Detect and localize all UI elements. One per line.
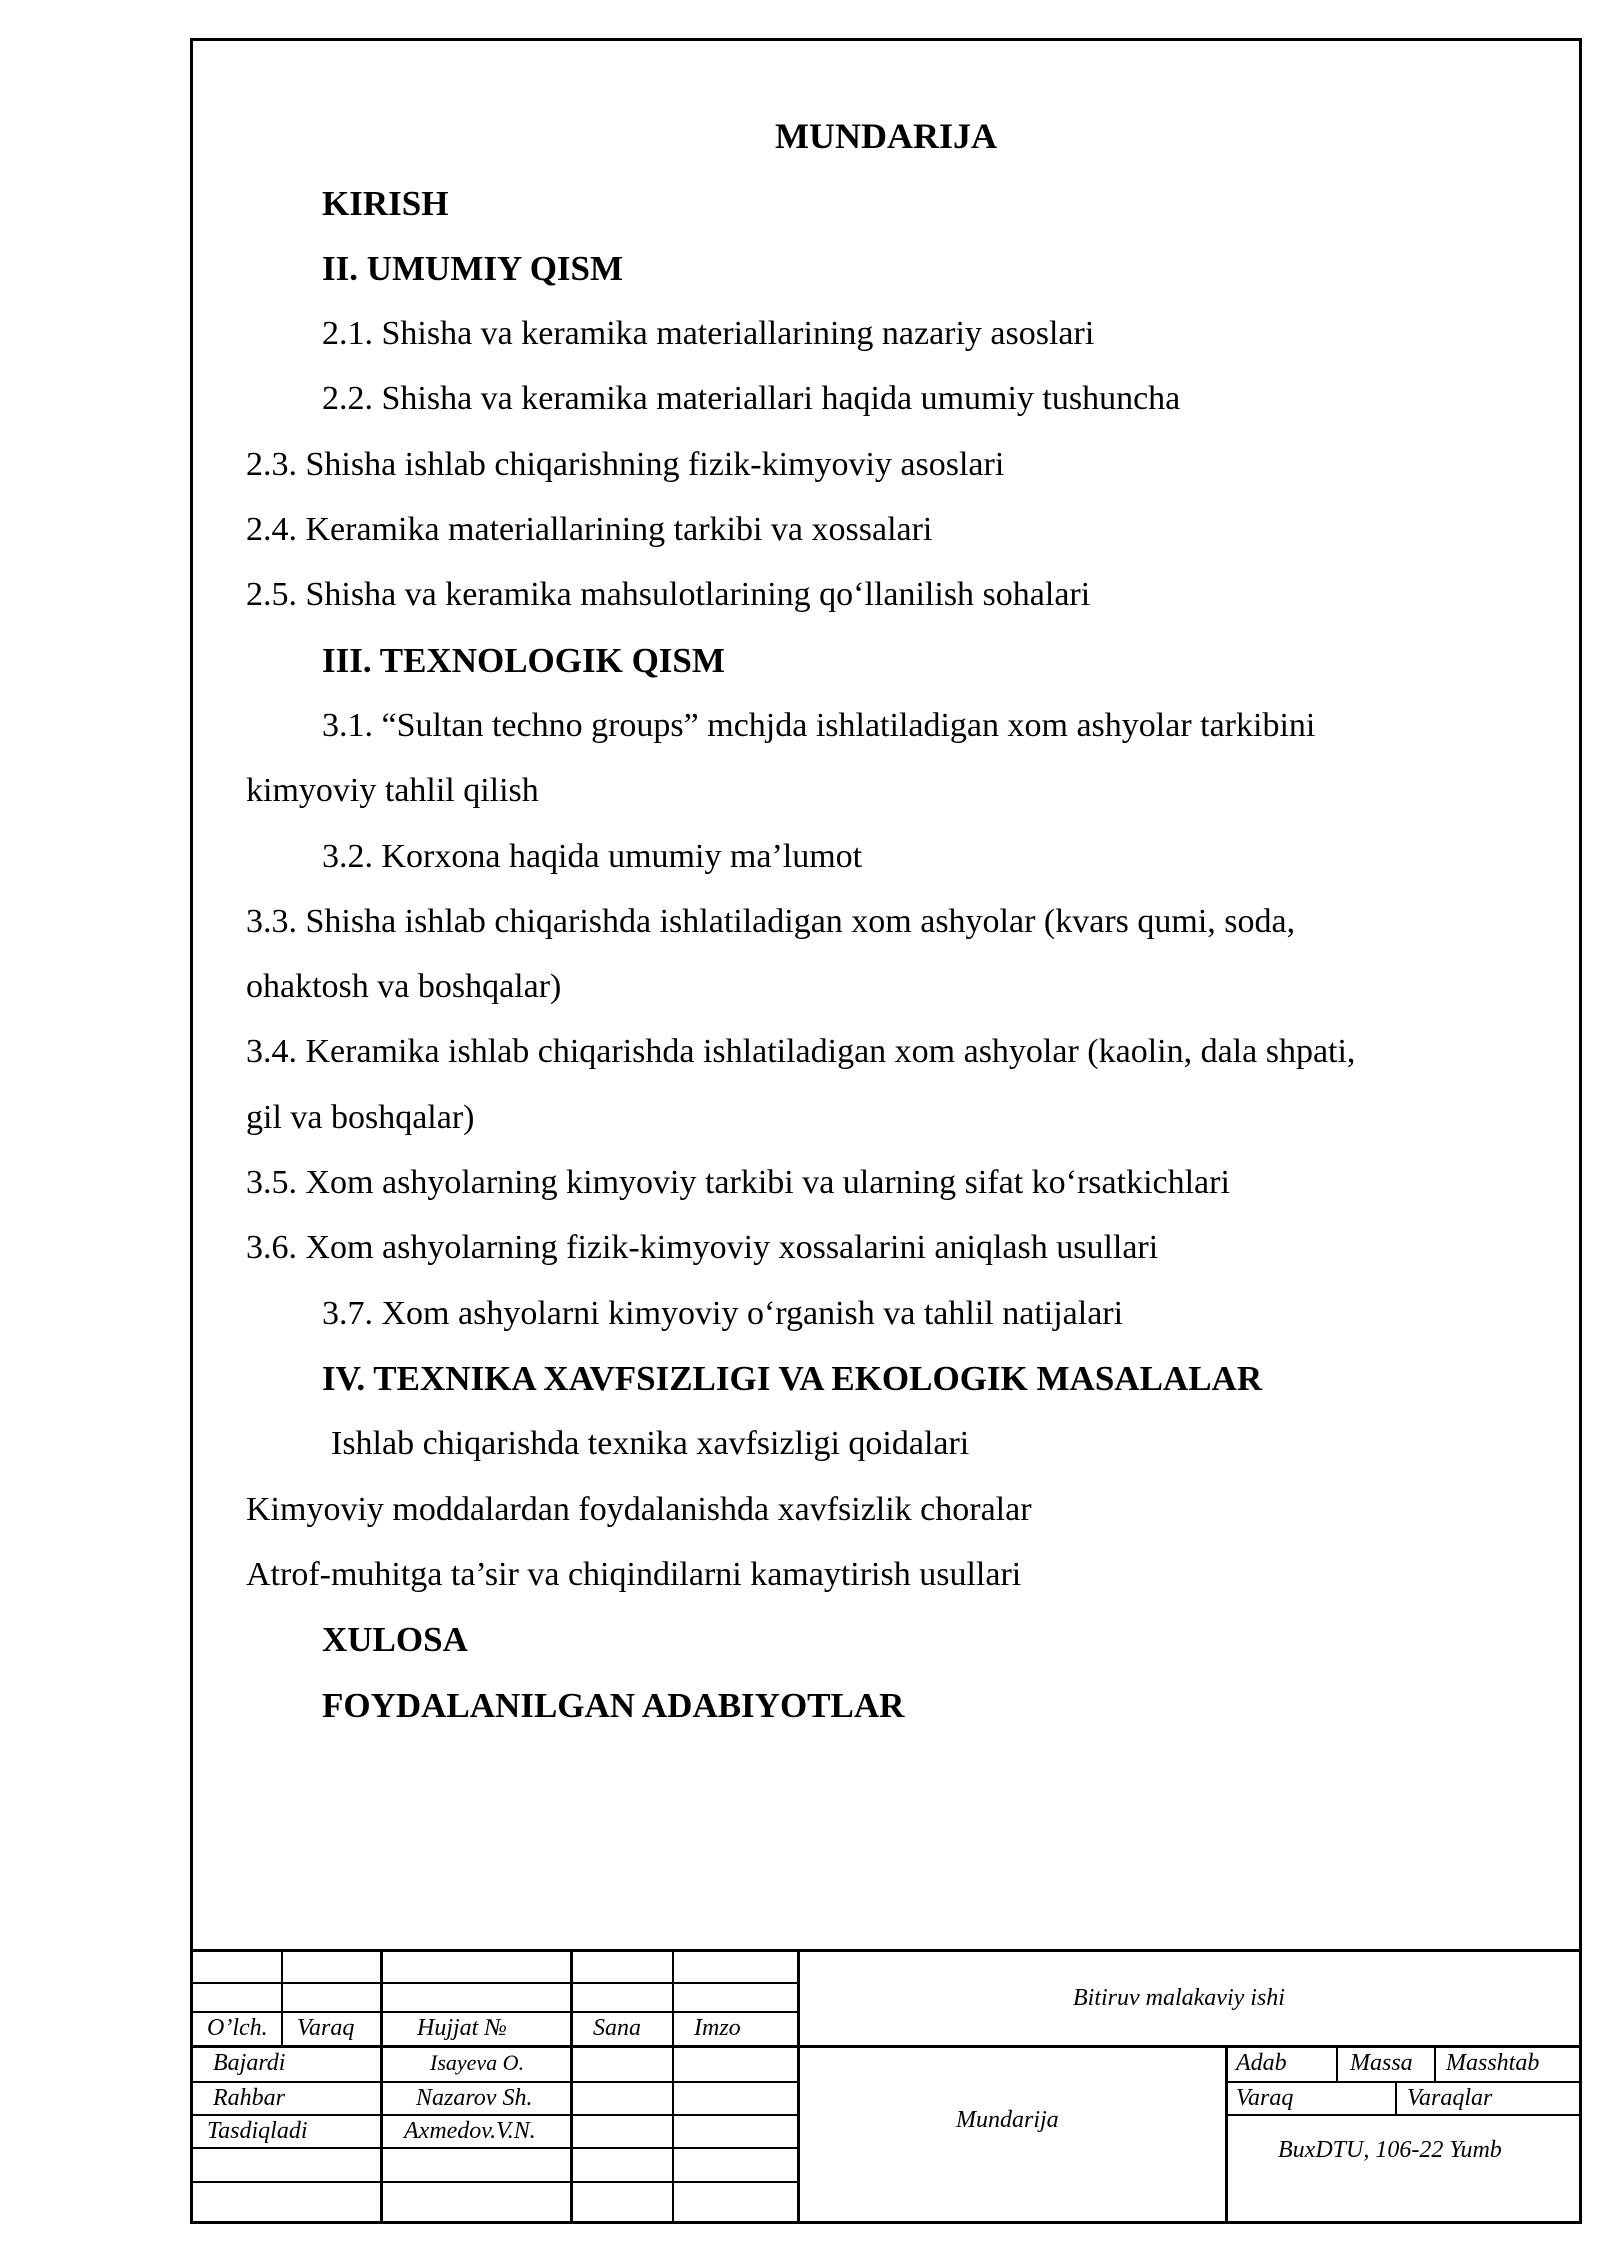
stamp-organization: BuxDTU, 106-22 Yumb (1278, 2137, 1502, 2163)
toc-item: 3.6. Xom ashyolarning fizik-kimyoviy xossalarini aniqlash usullari (246, 1229, 1159, 1266)
toc-item-continuation: gil va boshqalar) (246, 1099, 475, 1136)
toc-item: 3.4. Keramika ishlab chiqarishda ishlatiladigan xom ashyolar (kaolin, dala shpati, (246, 1033, 1356, 1070)
toc-section-4: IV. TEXNIKA XAVFSIZLIGI VA EKOLOGIK MASALALAR (322, 1359, 1263, 1398)
page-title: MUNDARIJA (775, 116, 997, 156)
stamp-header-hujjat: Hujjat № (417, 2015, 507, 2041)
toc-item: Kimyoviy moddalardan foydalanishda xavfsizlik choralar (246, 1491, 1032, 1528)
stamp-work-title: Bitiruv malakaviy ishi (1073, 1985, 1285, 2011)
toc-section-2: II. UMUMIY QISM (322, 249, 624, 288)
toc-item: 3.1. “Sultan techno groups” mchjda ishlatiladigan xom ashyolar tarkibini (322, 707, 1316, 744)
toc-item-references: FOYDALANILGAN ADABIYOTLAR (322, 1686, 905, 1725)
toc-item: 2.3. Shisha ishlab chiqarishning fizik-kimyoviy asoslari (246, 446, 1005, 483)
toc-item-conclusion: XULOSA (322, 1620, 468, 1659)
toc-item: Ishlab chiqarishda texnika xavfsizligi qoidalari (331, 1425, 970, 1462)
stamp-role-bajardi: Bajardi (213, 2050, 286, 2076)
stamp-name-tasdiqladi: Axmedov.V.N. (404, 2118, 536, 2144)
toc-item: 2.5. Shisha va keramika mahsulotlarining qo‘llanilish sohalari (246, 576, 1091, 613)
stamp-name-bajardi: Isayeva O. (430, 2050, 525, 2075)
stamp-varaqlar: Varaqlar (1407, 2085, 1493, 2111)
toc-item: Atrof-muhitga ta’sir va chiqindilarni kamaytirish usullari (246, 1556, 1022, 1593)
stamp-varaq: Varaq (1236, 2085, 1294, 2111)
toc-section-3: III. TEXNOLOGIK QISM (322, 641, 725, 680)
toc-item-continuation: ohaktosh va boshqalar) (246, 968, 562, 1005)
toc-item: 3.7. Xom ashyolarni kimyoviy o‘rganish va tahlil natijalari (322, 1295, 1124, 1332)
toc-item: 2.4. Keramika materiallarining tarkibi va xossalari (246, 511, 933, 548)
stamp-name-rahbar: Nazarov Sh. (416, 2085, 533, 2111)
toc-item: 2.2. Shisha va keramika materiallari haqida umumiy tushuncha (322, 380, 1181, 417)
stamp-header-imzo: Imzo (694, 2015, 741, 2041)
stamp-massa: Massa (1350, 2050, 1413, 2076)
stamp-doc-name: Mundarija (956, 2107, 1059, 2133)
stamp-role-rahbar: Rahbar (213, 2085, 285, 2111)
stamp-adab: Adab (1236, 2050, 1287, 2076)
toc-item-continuation: kimyoviy tahlil qilish (246, 772, 539, 809)
toc-item: 3.2. Korxona haqida umumiy ma’lumot (322, 838, 863, 875)
toc-item-intro: KIRISH (322, 184, 449, 223)
toc-item: 3.3. Shisha ishlab chiqarishda ishlatiladigan xom ashyolar (kvars qumi, soda, (246, 903, 1296, 940)
stamp-role-tasdiqladi: Tasdiqladi (207, 2118, 308, 2144)
stamp-header-olch: O’lch. (207, 2015, 268, 2041)
toc-item: 3.5. Xom ashyolarning kimyoviy tarkibi va ularning sifat ko‘rsatkichlari (246, 1164, 1230, 1201)
stamp-header-varaq: Varaq (297, 2015, 355, 2041)
stamp-masshtab: Masshtab (1446, 2050, 1540, 2076)
stamp-header-sana: Sana (593, 2015, 641, 2041)
toc-item: 2.1. Shisha va keramika materiallarining nazariy asoslari (322, 315, 1095, 352)
